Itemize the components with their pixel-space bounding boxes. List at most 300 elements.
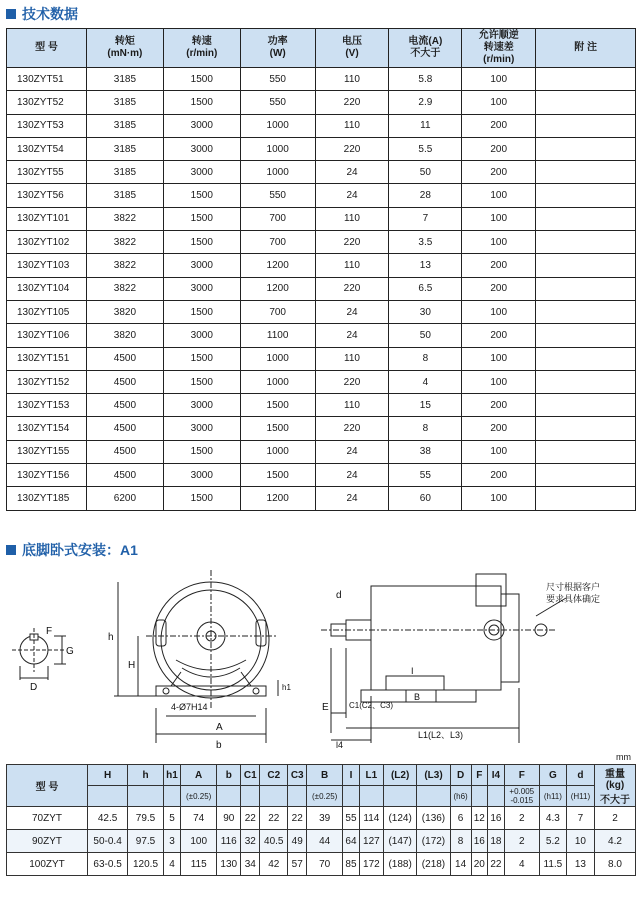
model-cell: 130ZYT155 [7,440,87,463]
table-cell: 24 [315,324,389,347]
table-row [7,137,636,160]
table-cell: 200 [462,114,536,137]
table-cell: 200 [462,464,536,487]
table-row [7,464,636,487]
table-cell: 16 [471,830,488,853]
table-row [7,440,636,463]
table-header-row [7,29,636,68]
tolerance-cell [359,786,383,807]
table-cell: 220 [315,277,389,300]
section-heading-mounting [6,540,138,560]
table-cell: 200 [462,254,536,277]
table-cell: 63-0.5 [88,853,128,876]
table-cell: 100 [462,300,536,323]
table-cell: 1500 [163,91,240,114]
column-header: 功率 (W) [240,29,315,68]
column-header: G [539,765,566,786]
table-cell: 22 [488,853,505,876]
column-header: 转矩 (mN·m) [86,29,163,68]
tolerance-cell [128,786,164,807]
table-cell: 4 [389,370,462,393]
tolerance-cell: (h11) [539,786,566,807]
table-cell: (188) [383,853,416,876]
table-cell: 4500 [86,440,163,463]
table-cell: 6 [450,807,471,830]
weight-column-header: 重量 (kg) 不大于 [595,765,636,807]
table-cell: 50-0.4 [88,830,128,853]
table-cell: 5.5 [389,137,462,160]
table-cell: 1500 [163,300,240,323]
table-cell [536,161,636,184]
table-cell [536,394,636,417]
table-cell: 1000 [240,347,315,370]
table-cell: 1500 [163,184,240,207]
table-cell: 3000 [163,324,240,347]
table-cell: 10 [566,830,594,853]
table-cell: 220 [315,137,389,160]
table-cell: 30 [389,300,462,323]
model-cell: 130ZYT102 [7,231,87,254]
table-row [7,347,636,370]
table-cell: 3822 [86,207,163,230]
table-cell: 4500 [86,370,163,393]
table-cell [536,91,636,114]
motor-front-view [114,570,278,743]
table-cell: 50 [389,324,462,347]
table-cell: 70 [307,853,343,876]
table-row [7,807,636,830]
model-cell: 130ZYT101 [7,207,87,230]
table-cell: 20 [471,853,488,876]
column-header: 型 号 [7,29,87,68]
table-cell: 3822 [86,277,163,300]
table-cell: 3000 [163,114,240,137]
column-header: (L3) [417,765,450,786]
model-cell: 130ZYT105 [7,300,87,323]
table-cell: 200 [462,277,536,300]
table-cell: 130 [217,853,241,876]
table-cell: 3000 [163,394,240,417]
motor-dimension-drawing [6,568,636,750]
dim-label-H: H [128,660,136,671]
table-cell: 3000 [163,254,240,277]
section-heading-tech-data [6,4,78,24]
dim-label-C1: C1(C2、C3) [349,701,394,710]
table-cell: 11.5 [539,853,566,876]
column-header: C3 [288,765,307,786]
table-cell: 3.5 [389,231,462,254]
model-cell: 130ZYT53 [7,114,87,137]
table-cell [536,417,636,440]
table-cell: 3000 [163,277,240,300]
drawing-note-line2: 要求具体确定 [546,594,601,604]
column-header: B [307,765,343,786]
dim-label-A: A [216,722,223,733]
table-cell [536,207,636,230]
table-cell: 114 [359,807,383,830]
table-cell: 24 [315,184,389,207]
table-cell: 1000 [240,114,315,137]
table-row [7,161,636,184]
table-cell: 550 [240,68,315,91]
table-row [7,853,636,876]
table-cell [536,440,636,463]
table-cell: 1500 [163,370,240,393]
table-cell: 110 [315,394,389,417]
table-row [7,231,636,254]
table-cell: 200 [462,417,536,440]
table-cell: 34 [241,853,260,876]
column-header: F [504,765,539,786]
table-row [7,394,636,417]
column-header: L1 [359,765,383,786]
column-header: A [181,765,217,786]
tolerance-cell: (h6) [450,786,471,807]
table-cell: 22 [260,807,288,830]
column-header: D [450,765,471,786]
table-cell: 24 [315,487,389,510]
table-cell: 3185 [86,137,163,160]
table-row [7,254,636,277]
table-cell: 90 [217,807,241,830]
table-cell: (136) [417,807,450,830]
table-cell: 1500 [163,207,240,230]
table-cell: 55 [343,807,360,830]
column-header: h [128,765,164,786]
table-row [7,324,636,347]
dim-label-d: d [336,590,342,601]
table-cell: 200 [462,394,536,417]
table-cell [536,300,636,323]
model-cell: 130ZYT106 [7,324,87,347]
table-cell: 3185 [86,68,163,91]
shaft-section-view [12,628,66,680]
table-cell: (147) [383,830,416,853]
tolerance-cell [163,786,180,807]
table-cell: 8 [450,830,471,853]
table-cell: 49 [288,830,307,853]
tolerance-cell: (±0.25) [307,786,343,807]
section-title: 底脚卧式安装：A1 [22,542,138,558]
table-cell: 110 [315,254,389,277]
table-cell: 220 [315,370,389,393]
table-cell: 1500 [163,231,240,254]
table-row [7,207,636,230]
column-header: H [88,765,128,786]
table-cell: 200 [462,324,536,347]
table-cell: 1000 [240,137,315,160]
square-bullet-icon [6,9,16,19]
table-cell: 1200 [240,277,315,300]
tolerance-cell [383,786,416,807]
table-cell: 5.8 [389,68,462,91]
table-cell: 28 [389,184,462,207]
table-tolerance-row [7,786,636,807]
table-cell: 3185 [86,161,163,184]
tolerance-cell: (±0.25) [181,786,217,807]
table-cell: 100 [462,184,536,207]
table-cell: 3820 [86,300,163,323]
tolerance-cell [260,786,288,807]
table-cell: 8 [389,417,462,440]
tolerance-cell [88,786,128,807]
table-cell [536,370,636,393]
table-cell: 5.2 [539,830,566,853]
table-cell: 3000 [163,161,240,184]
dim-label-F: F [46,626,53,637]
square-bullet-icon [6,545,16,555]
column-header: I [343,765,360,786]
table-row [7,487,636,510]
table-cell [536,487,636,510]
column-header: 允许顺逆 转速差 (r/min) [462,29,536,68]
table-cell: 115 [181,853,217,876]
table-cell [536,137,636,160]
table-cell: 200 [462,137,536,160]
tolerance-cell [471,786,488,807]
tolerance-cell [488,786,505,807]
table-cell: 79.5 [128,807,164,830]
table-cell: 6.5 [389,277,462,300]
table-cell: 100 [462,68,536,91]
weight-cell: 4.2 [595,830,636,853]
table-cell: 1500 [163,347,240,370]
table-cell: 120.5 [128,853,164,876]
table-cell: 1000 [240,370,315,393]
table-cell: 24 [315,300,389,323]
table-cell: 4500 [86,417,163,440]
model-cell: 130ZYT55 [7,161,87,184]
table-cell: 1500 [240,417,315,440]
table-cell: 2 [504,830,539,853]
table-cell: 7 [389,207,462,230]
table-cell: 1200 [240,254,315,277]
model-cell: 130ZYT156 [7,464,87,487]
table-cell [536,254,636,277]
table-cell: 100 [462,91,536,114]
table-cell: (172) [417,830,450,853]
dim-label-h1: h1 [282,683,291,692]
table-cell: 60 [389,487,462,510]
column-header: F [471,765,488,786]
model-cell: 90ZYT [7,830,88,853]
table-cell: 1000 [240,440,315,463]
table-cell: 3822 [86,231,163,254]
table-header-row [7,765,636,786]
table-cell: 220 [315,231,389,254]
table-cell: 3185 [86,114,163,137]
table-cell: 100 [462,440,536,463]
table-cell: 74 [181,807,217,830]
table-cell: 100 [462,231,536,254]
table-cell: 15 [389,394,462,417]
table-cell [536,324,636,347]
weight-cell: 8.0 [595,853,636,876]
table-cell: 550 [240,91,315,114]
table-cell: 40.5 [260,830,288,853]
model-cell: 130ZYT152 [7,370,87,393]
tolerance-cell [343,786,360,807]
table-cell: 1500 [240,394,315,417]
table-cell: 110 [315,347,389,370]
dim-label-G: G [66,646,74,657]
table-row [7,830,636,853]
model-cell: 130ZYT51 [7,68,87,91]
table-cell: 22 [288,807,307,830]
table-cell [536,231,636,254]
table-cell: 110 [315,68,389,91]
column-header: I4 [488,765,505,786]
table-cell: 100 [462,347,536,370]
table-cell: 220 [315,417,389,440]
table-cell: 18 [488,830,505,853]
table-cell: 4 [163,853,180,876]
table-cell: 127 [359,830,383,853]
table-cell: 16 [488,807,505,830]
table-cell: 1500 [163,68,240,91]
section-title: 技术数据 [22,6,78,22]
weight-cell: 2 [595,807,636,830]
table-cell: 700 [240,207,315,230]
table-cell: 97.5 [128,830,164,853]
model-column-header: 型 号 [7,765,88,807]
table-cell: 55 [389,464,462,487]
table-cell: 4500 [86,394,163,417]
table-cell: 24 [315,440,389,463]
column-header: 电流(A) 不大于 [389,29,462,68]
table-cell: 220 [315,91,389,114]
table-cell: (218) [417,853,450,876]
table-cell: 100 [181,830,217,853]
table-cell: 24 [315,161,389,184]
dim-label-holes: 4-Ø7H14 [171,702,208,712]
dim-label-I: I [411,666,414,676]
table-cell: 8 [389,347,462,370]
table-cell [536,347,636,370]
model-cell: 130ZYT185 [7,487,87,510]
table-cell: 700 [240,231,315,254]
table-cell: 14 [450,853,471,876]
table-cell: 24 [315,464,389,487]
table-cell: 700 [240,300,315,323]
table-cell: 32 [241,830,260,853]
table-cell: 3820 [86,324,163,347]
table-cell: 85 [343,853,360,876]
dim-label-D: D [30,682,38,693]
table-row [7,184,636,207]
table-cell: 100 [462,207,536,230]
table-cell: 100 [462,370,536,393]
column-header: C1 [241,765,260,786]
column-header: 附 注 [536,29,636,68]
table-cell: 1000 [240,161,315,184]
table-cell: 4500 [86,347,163,370]
tolerance-cell [288,786,307,807]
table-cell: 200 [462,161,536,184]
table-cell [536,184,636,207]
table-cell: 550 [240,184,315,207]
table-cell: 4.3 [539,807,566,830]
dim-label-l4: l4 [336,740,344,750]
table-row [7,370,636,393]
tolerance-cell [217,786,241,807]
dimensions-table [6,764,636,876]
model-cell: 130ZYT151 [7,347,87,370]
table-cell: 12 [471,807,488,830]
table-row [7,417,636,440]
tech-data-table [6,28,636,511]
dim-label-B: B [414,692,421,702]
table-cell [536,464,636,487]
tolerance-cell [241,786,260,807]
model-cell: 130ZYT56 [7,184,87,207]
tolerance-cell: +0.005 -0.015 [504,786,539,807]
table-cell: 3000 [163,137,240,160]
table-cell: 38 [389,440,462,463]
motor-side-view [321,574,566,743]
model-cell: 100ZYT [7,853,88,876]
table-cell [536,277,636,300]
column-header: h1 [163,765,180,786]
dim-label-E: E [322,702,329,713]
table-cell: 1500 [163,487,240,510]
table-cell: 7 [566,807,594,830]
dim-label-h: h [108,632,114,643]
model-cell: 130ZYT104 [7,277,87,300]
table-cell: 22 [241,807,260,830]
table-cell: 3 [163,830,180,853]
table-cell: 1500 [163,440,240,463]
table-cell: 13 [566,853,594,876]
column-header: b [217,765,241,786]
table-cell: 44 [307,830,343,853]
table-cell: 11 [389,114,462,137]
table-cell [536,68,636,91]
drawing-note-line1: 尺寸根据客户 [546,582,601,592]
unit-label: mm [616,752,631,762]
table-row [7,91,636,114]
table-cell: (124) [383,807,416,830]
model-cell: 70ZYT [7,807,88,830]
table-cell: 110 [315,207,389,230]
table-cell: 110 [315,114,389,137]
table-cell: 3822 [86,254,163,277]
table-cell: 116 [217,830,241,853]
table-cell [536,114,636,137]
table-cell: 100 [462,487,536,510]
table-cell: 4 [504,853,539,876]
table-cell: 1500 [240,464,315,487]
table-cell: 57 [288,853,307,876]
model-cell: 130ZYT153 [7,394,87,417]
table-cell: 6200 [86,487,163,510]
tolerance-cell: (H11) [566,786,594,807]
table-cell: 3185 [86,91,163,114]
model-cell: 130ZYT103 [7,254,87,277]
table-row [7,277,636,300]
table-cell: 3000 [163,464,240,487]
table-cell: 5 [163,807,180,830]
table-cell: 3000 [163,417,240,440]
tolerance-cell [417,786,450,807]
table-cell: 1100 [240,324,315,347]
column-header: d [566,765,594,786]
column-header: 电压 (V) [315,29,389,68]
column-header: (L2) [383,765,416,786]
table-cell: 172 [359,853,383,876]
table-cell: 39 [307,807,343,830]
column-header: C2 [260,765,288,786]
